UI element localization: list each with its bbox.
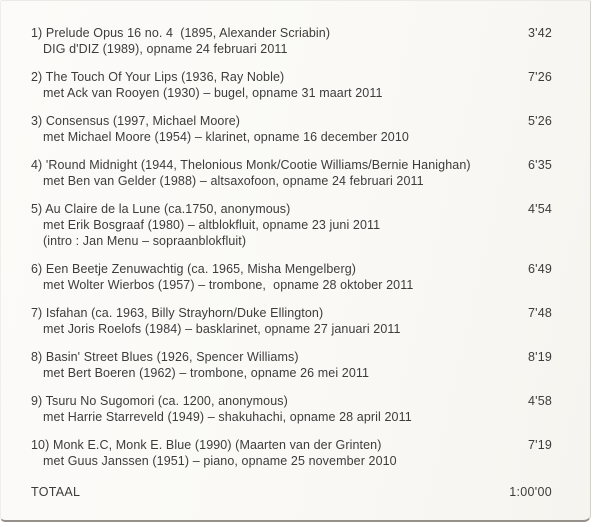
track-line: 6) Een Beetje Zenuwachtig (ca. 1965, Misha Mengelberg) — [31, 262, 357, 276]
track-row — [31, 437, 552, 469]
track-duration: 7'26 — [527, 70, 552, 84]
track-text — [31, 261, 496, 293]
track-line: DIG d'DIZ (1989), opname 24 februari 2011 — [43, 42, 288, 56]
track-duration: 8'19 — [527, 350, 552, 364]
track-row — [31, 305, 552, 337]
track-row — [31, 69, 552, 101]
track-line: 2) The Touch Of Your Lips (1936, Ray Noble) — [31, 70, 285, 84]
track-line: 4) 'Round Midnight (1944, Thelonious Monk/Cootie Williams/Bernie Hanighan) — [31, 158, 471, 172]
track-text — [31, 437, 496, 469]
track-text — [31, 25, 496, 57]
track-text — [31, 393, 496, 425]
track-line: met Ack van Rooyen (1930) – bugel, opname 31 maart 2011 — [43, 86, 383, 100]
total-duration: 1:00'00 — [509, 485, 552, 499]
track-text — [31, 349, 496, 381]
track-line: met Harrie Starreveld (1949) – shakuhachi, opname 28 april 2011 — [43, 410, 412, 424]
track-row — [31, 349, 552, 381]
track-line: met Guus Janssen (1951) – piano, opname 25 november 2010 — [43, 454, 397, 468]
track-row — [31, 25, 552, 57]
track-row — [31, 261, 552, 293]
total-label: TOTAAL — [31, 485, 81, 499]
track-row — [31, 157, 552, 189]
track-duration: 7'48 — [527, 306, 552, 320]
track-line: 3) Consensus (1997, Michael Moore) — [31, 114, 241, 128]
track-line: 10) Monk E.C, Monk E. Blue (1990) (Maarten van der Grinten) — [31, 438, 382, 452]
track-duration: 6'35 — [527, 158, 552, 172]
track-text — [31, 201, 496, 249]
track-line: met Michael Moore (1954) – klarinet, opname 16 december 2010 — [43, 130, 409, 144]
track-line: met Joris Roelofs (1984) – basklarinet, opname 27 januari 2011 — [43, 322, 401, 336]
track-duration: 4'54 — [527, 202, 552, 216]
track-line: 5) Au Claire de la Lune (ca.1750, anonymous) — [31, 202, 291, 216]
track-text — [31, 113, 496, 145]
track-row — [31, 201, 552, 249]
track-text — [31, 69, 496, 101]
track-list — [31, 25, 552, 469]
track-text — [31, 305, 496, 337]
track-line: met Ben van Gelder (1988) – altsaxofoon, opname 24 februari 2011 — [43, 174, 424, 188]
track-line: met Wolter Wierbos (1957) – trombone, opname 28 oktober 2011 — [43, 278, 414, 292]
track-line: met Erik Bosgraaf (1980) – altblokfluit, opname 23 juni 2011 — [43, 218, 381, 232]
track-line: 8) Basin' Street Blues (1926, Spencer Williams) — [31, 350, 299, 364]
track-row — [31, 113, 552, 145]
track-line: 7) Isfahan (ca. 1963, Billy Strayhorn/Duke Ellington) — [31, 306, 324, 320]
track-line: (intro : Jan Menu – sopraanblokfluit) — [43, 234, 247, 248]
track-text — [31, 157, 496, 189]
track-duration: 4'58 — [527, 394, 552, 408]
track-line: 1) Prelude Opus 16 no. 4 (1895, Alexander Scriabin) — [31, 26, 331, 40]
track-line: 9) Tsuru No Sugomori (ca. 1200, anonymous) — [31, 394, 288, 408]
track-duration: 7'19 — [527, 438, 552, 452]
track-duration: 3'42 — [527, 26, 552, 40]
track-line: met Bert Boeren (1962) – trombone, opname 26 mei 2011 — [43, 366, 370, 380]
track-duration: 5'26 — [527, 114, 552, 128]
total-row — [31, 484, 552, 500]
track-duration: 6'49 — [527, 262, 552, 276]
track-row — [31, 393, 552, 425]
